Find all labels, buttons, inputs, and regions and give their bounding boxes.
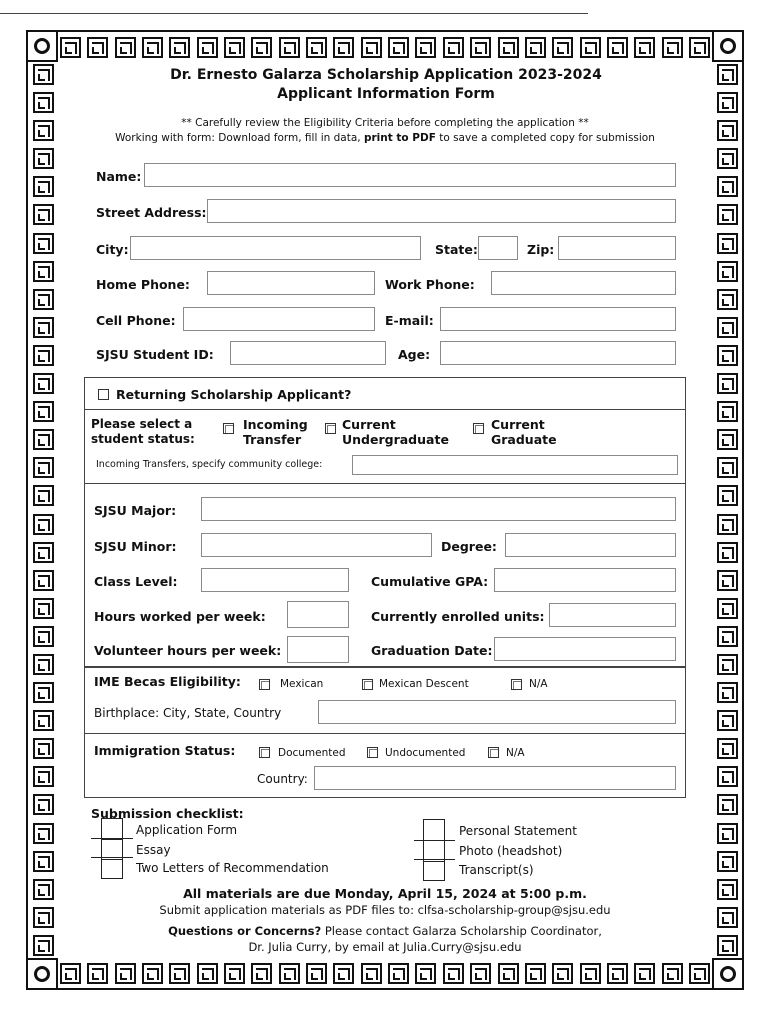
greek-key-icon xyxy=(33,317,54,338)
greek-key-icon xyxy=(717,542,738,563)
city-label: City: xyxy=(96,242,129,257)
border-bottom xyxy=(26,958,744,990)
name-field[interactable] xyxy=(144,163,676,187)
greek-key-icon xyxy=(306,963,327,984)
checklist-tick xyxy=(445,840,455,841)
greek-key-icon xyxy=(717,457,738,478)
ime-na-label: N/A xyxy=(529,678,548,690)
ime-eligibility-label: IME Becas Eligibility: xyxy=(94,674,241,689)
greek-key-icon xyxy=(717,64,738,85)
ime-na-checkbox[interactable] xyxy=(511,679,522,690)
greek-key-icon xyxy=(717,373,738,394)
greek-key-icon xyxy=(33,485,54,506)
greek-key-icon xyxy=(552,963,573,984)
enrolled-units-label: Currently enrolled units: xyxy=(371,609,545,624)
current-graduate-checkbox[interactable] xyxy=(473,423,484,434)
greek-key-icon xyxy=(169,37,190,58)
home-phone-field[interactable] xyxy=(207,271,375,295)
greek-key-icon xyxy=(33,514,54,535)
greek-key-icon xyxy=(33,851,54,872)
greek-key-icon xyxy=(279,37,300,58)
cell-phone-field[interactable] xyxy=(183,307,375,331)
divider xyxy=(84,409,686,410)
greek-key-icon xyxy=(33,542,54,563)
divider xyxy=(84,483,686,484)
major-label: SJSU Major: xyxy=(94,503,177,518)
returning-applicant-label: Returning Scholarship Applicant? xyxy=(116,387,352,402)
greek-key-icon xyxy=(33,794,54,815)
greek-key-icon xyxy=(717,654,738,675)
instructions-note: Working with form: Download form, fill in data, print to PDF to save a completed copy for submission xyxy=(115,132,655,144)
greek-key-icon xyxy=(33,92,54,113)
incoming-transfer-label-2: Transfer xyxy=(243,432,302,447)
checklist-item: Photo (headshot) xyxy=(459,844,563,858)
email-label: E-mail: xyxy=(385,313,434,328)
form-subtitle: Applicant Information Form xyxy=(277,86,495,102)
greek-key-icon xyxy=(115,37,136,58)
border-top xyxy=(26,30,744,62)
student-status-label-2: student status: xyxy=(91,432,195,446)
greek-key-icon xyxy=(33,204,54,225)
checklist-item: Essay xyxy=(136,843,171,857)
greek-key-icon xyxy=(33,879,54,900)
greek-key-icon xyxy=(33,233,54,254)
major-field[interactable] xyxy=(201,497,676,521)
questions-line: Questions or Concerns? Please contact Galarza Scholarship Coordinator, xyxy=(168,924,602,938)
undocumented-checkbox[interactable] xyxy=(367,747,378,758)
greek-key-icon xyxy=(33,457,54,478)
greek-key-icon xyxy=(33,570,54,591)
greek-key-icon xyxy=(717,429,738,450)
ime-mexican-checkbox[interactable] xyxy=(259,679,270,690)
greek-key-icon xyxy=(607,963,628,984)
current-graduate-label-2: Graduate xyxy=(491,432,557,447)
greek-key-icon xyxy=(470,37,491,58)
greek-key-icon xyxy=(717,289,738,310)
greek-key-icon xyxy=(169,963,190,984)
greek-key-icon xyxy=(717,738,738,759)
ime-mexican-descent-checkbox[interactable] xyxy=(362,679,373,690)
greek-key-icon xyxy=(662,37,683,58)
form-title: Dr. Ernesto Galarza Scholarship Application 2023-2024 xyxy=(170,67,602,83)
ime-mexican-descent-label: Mexican Descent xyxy=(379,678,469,690)
checklist-tick xyxy=(414,859,423,860)
greek-key-icon xyxy=(498,37,519,58)
country-field[interactable] xyxy=(314,766,676,790)
greek-key-icon xyxy=(717,879,738,900)
street-address-field[interactable] xyxy=(207,199,676,223)
greek-key-icon xyxy=(717,851,738,872)
work-phone-field[interactable] xyxy=(491,271,676,295)
greek-key-icon xyxy=(33,429,54,450)
current-graduate-label: Current xyxy=(491,417,545,432)
student-id-label: SJSU Student ID: xyxy=(96,347,214,362)
greek-key-icon xyxy=(607,37,628,58)
city-field[interactable] xyxy=(130,236,421,260)
gpa-label: Cumulative GPA: xyxy=(371,574,489,589)
corner-circle-icon xyxy=(26,30,58,62)
greek-key-icon xyxy=(634,963,655,984)
volunteer-hours-field[interactable] xyxy=(287,636,349,663)
greek-key-icon xyxy=(251,963,272,984)
greek-key-icon xyxy=(115,963,136,984)
greek-key-icon xyxy=(279,963,300,984)
greek-key-icon xyxy=(33,148,54,169)
greek-key-icon xyxy=(717,401,738,422)
greek-key-icon xyxy=(197,963,218,984)
greek-key-icon xyxy=(33,907,54,928)
checklist-box[interactable] xyxy=(101,857,123,879)
greek-key-icon xyxy=(443,37,464,58)
cell-phone-label: Cell Phone: xyxy=(96,313,176,328)
degree-field[interactable] xyxy=(505,533,676,557)
greek-key-icon xyxy=(388,37,409,58)
greek-key-icon xyxy=(142,963,163,984)
checklist-item: Two Letters of Recommendation xyxy=(136,861,329,875)
checklist-tick xyxy=(123,838,133,839)
corner-circle-icon xyxy=(712,30,744,62)
greek-key-icon xyxy=(361,37,382,58)
greek-key-icon xyxy=(717,514,738,535)
greek-key-icon xyxy=(224,37,245,58)
greek-key-icon xyxy=(689,37,710,58)
incoming-transfer-checkbox[interactable] xyxy=(223,423,234,434)
greek-key-icon xyxy=(33,766,54,787)
greek-key-icon xyxy=(33,345,54,366)
border-left xyxy=(26,60,58,960)
checklist-tick xyxy=(123,857,133,858)
corner-circle-icon xyxy=(712,958,744,990)
documented-checkbox[interactable] xyxy=(259,747,270,758)
greek-key-icon xyxy=(717,907,738,928)
gpa-field[interactable] xyxy=(494,568,676,592)
community-college-field[interactable] xyxy=(352,455,678,475)
graduation-date-field[interactable] xyxy=(494,637,676,661)
current-undergraduate-label: Current xyxy=(342,417,396,432)
greek-key-icon xyxy=(717,935,738,956)
ime-mexican-label: Mexican xyxy=(280,678,324,690)
due-date-notice: All materials are due Monday, April 15, 2024 at 5:00 p.m. xyxy=(183,886,587,901)
greek-key-icon xyxy=(333,963,354,984)
greek-key-icon xyxy=(717,233,738,254)
checklist-box[interactable] xyxy=(423,819,445,841)
greek-key-icon xyxy=(251,37,272,58)
greek-key-icon xyxy=(717,682,738,703)
zip-field[interactable] xyxy=(558,236,676,260)
greek-key-icon xyxy=(717,598,738,619)
birthplace-label: Birthplace: City, State, Country xyxy=(94,706,282,720)
greek-key-icon xyxy=(33,176,54,197)
greek-key-icon xyxy=(717,92,738,113)
checklist-item: Personal Statement xyxy=(459,824,577,838)
greek-key-icon xyxy=(717,317,738,338)
immigration-na-label: N/A xyxy=(506,747,525,759)
greek-key-icon xyxy=(333,37,354,58)
current-undergraduate-label-2: Undergraduate xyxy=(342,432,449,447)
greek-key-icon xyxy=(717,120,738,141)
greek-key-icon xyxy=(60,963,81,984)
greek-key-icon xyxy=(388,963,409,984)
greek-key-icon xyxy=(717,766,738,787)
greek-key-icon xyxy=(717,204,738,225)
student-status-label: Please select a xyxy=(91,417,193,431)
greek-key-icon xyxy=(33,626,54,647)
greek-key-icon xyxy=(87,37,108,58)
greek-key-icon xyxy=(662,963,683,984)
minor-label: SJSU Minor: xyxy=(94,539,177,554)
hours-worked-label: Hours worked per week: xyxy=(94,609,266,624)
greek-key-icon xyxy=(60,37,81,58)
greek-key-icon xyxy=(717,570,738,591)
age-field[interactable] xyxy=(440,341,676,365)
greek-key-icon xyxy=(33,823,54,844)
class-level-label: Class Level: xyxy=(94,574,178,589)
immigration-status-label: Immigration Status: xyxy=(94,743,236,758)
state-label: State: xyxy=(435,242,478,257)
undocumented-label: Undocumented xyxy=(385,747,466,759)
minor-field[interactable] xyxy=(201,533,432,557)
greek-key-icon xyxy=(33,289,54,310)
enrolled-units-field[interactable] xyxy=(549,603,676,627)
greek-key-icon xyxy=(525,37,546,58)
incoming-transfer-label: Incoming xyxy=(243,417,308,432)
age-label: Age: xyxy=(398,347,431,362)
greek-key-icon xyxy=(580,37,601,58)
graduation-date-label: Graduation Date: xyxy=(371,643,493,658)
submit-instructions: Submit application materials as PDF files to: clfsa-scholarship-group@sjsu.edu xyxy=(159,903,611,917)
zip-label: Zip: xyxy=(527,242,555,257)
border-right xyxy=(712,60,744,960)
contact-line: Dr. Julia Curry, by email at Julia.Curry@sjsu.edu xyxy=(248,940,522,954)
greek-key-icon xyxy=(415,37,436,58)
greek-key-icon xyxy=(552,37,573,58)
name-label: Name: xyxy=(96,169,142,184)
greek-key-icon xyxy=(415,963,436,984)
greek-key-icon xyxy=(689,963,710,984)
greek-key-icon xyxy=(33,64,54,85)
birthplace-field[interactable] xyxy=(318,700,676,724)
greek-key-icon xyxy=(33,654,54,675)
documented-label: Documented xyxy=(278,747,346,759)
class-level-field[interactable] xyxy=(201,568,349,592)
checklist-tick xyxy=(414,840,423,841)
greek-key-icon xyxy=(306,37,327,58)
degree-label: Degree: xyxy=(441,539,497,554)
greek-key-icon xyxy=(33,373,54,394)
greek-key-icon xyxy=(33,935,54,956)
checklist-item: Application Form xyxy=(136,823,238,837)
greek-key-icon xyxy=(443,963,464,984)
corner-circle-icon xyxy=(26,958,58,990)
work-phone-label: Work Phone: xyxy=(385,277,475,292)
greek-key-icon xyxy=(197,37,218,58)
greek-key-icon xyxy=(87,963,108,984)
checklist-tick xyxy=(91,838,101,839)
greek-key-icon xyxy=(142,37,163,58)
student-id-field[interactable] xyxy=(230,341,386,365)
volunteer-hours-label: Volunteer hours per week: xyxy=(94,643,282,658)
greek-key-icon xyxy=(33,738,54,759)
greek-key-icon xyxy=(580,963,601,984)
greek-key-icon xyxy=(361,963,382,984)
checklist-tick xyxy=(445,859,455,860)
checklist-title: Submission checklist: xyxy=(91,806,244,821)
greek-key-icon xyxy=(634,37,655,58)
greek-key-icon xyxy=(717,176,738,197)
greek-key-icon xyxy=(470,963,491,984)
country-label: Country: xyxy=(257,772,308,786)
greek-key-icon xyxy=(33,682,54,703)
greek-key-icon xyxy=(717,794,738,815)
checklist-box[interactable] xyxy=(101,818,123,840)
home-phone-label: Home Phone: xyxy=(96,277,190,292)
street-label: Street Address: xyxy=(96,205,207,220)
greek-key-icon xyxy=(525,963,546,984)
returning-applicant-checkbox[interactable] xyxy=(98,389,109,400)
greek-key-icon xyxy=(33,598,54,619)
greek-key-icon xyxy=(498,963,519,984)
greek-key-icon xyxy=(717,626,738,647)
current-undergraduate-checkbox[interactable] xyxy=(325,423,336,434)
greek-key-icon xyxy=(33,401,54,422)
checklist-item: Transcript(s) xyxy=(459,863,534,877)
eligibility-note: ** Carefully review the Eligibility Criteria before completing the application ** xyxy=(181,117,589,129)
checklist-tick xyxy=(91,857,101,858)
email-field[interactable] xyxy=(440,307,676,331)
top-rule xyxy=(0,13,588,14)
greek-key-icon xyxy=(717,345,738,366)
greek-key-icon xyxy=(717,485,738,506)
immigration-na-checkbox[interactable] xyxy=(488,747,499,758)
greek-key-icon xyxy=(224,963,245,984)
hours-worked-field[interactable] xyxy=(287,601,349,628)
greek-key-icon xyxy=(33,120,54,141)
state-field[interactable] xyxy=(478,236,518,260)
greek-key-icon xyxy=(717,823,738,844)
checklist-box[interactable] xyxy=(423,859,445,881)
greek-key-icon xyxy=(33,710,54,731)
greek-key-icon xyxy=(717,710,738,731)
greek-key-icon xyxy=(717,148,738,169)
greek-key-icon xyxy=(717,261,738,282)
community-college-label: Incoming Transfers, specify community college: xyxy=(96,459,323,470)
greek-key-icon xyxy=(33,261,54,282)
